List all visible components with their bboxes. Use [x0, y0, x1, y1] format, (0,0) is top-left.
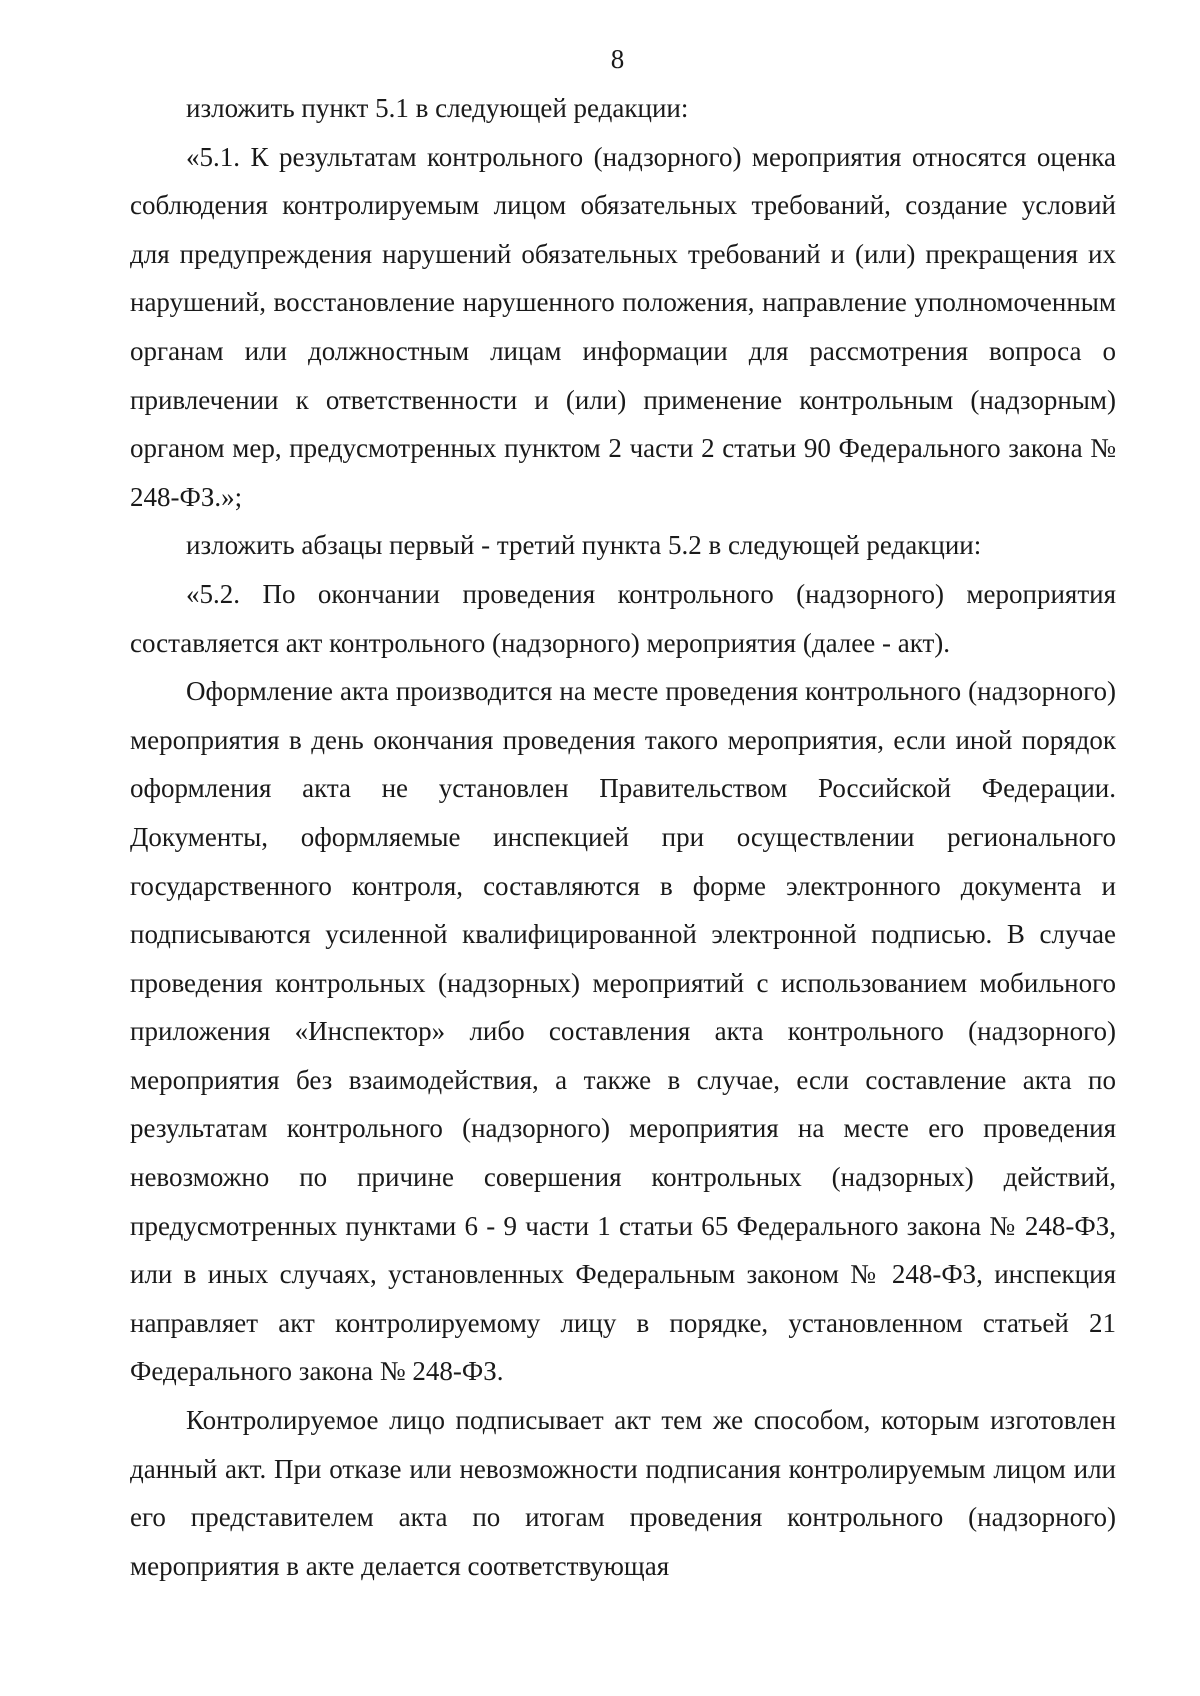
paragraph-instruction-5-2: изложить абзацы первый - третий пункта 5.2 в следующей редакции: — [186, 530, 982, 561]
page-number: 8 — [610, 44, 625, 74]
paragraph-clause-5-1: «5.1. К результатам контрольного (надзорного) мероприятия относятся оценка соблюдения контролируемым лицом обязательных требований, создание условий для предупреждения нарушений обязательных требований и (или) прекращения их нарушений, восстановление нарушенного положения, направление уполномоченным органам или должностным лицам информации для рассмотрения вопроса о привлечении к ответственности и (или) применение контрольным (надзорным) органом мер, предусмотренных пунктом 2 части 2 статьи 90 Федерального закона № 248-ФЗ.»; — [130, 141, 1116, 512]
paragraph-instruction-5-1: изложить пункт 5.1 в следующей редакции: — [186, 93, 689, 123]
document-body — [130, 84, 1116, 1590]
paragraph-clause-5-2: «5.2. По окончании проведения контрольного (надзорного) мероприятия составляется акт контрольного (надзорного) мероприятия (далее - акт). — [130, 578, 1116, 658]
paragraph-act-signing: Контролируемое лицо подписывает акт тем же способом, которым изготовлен данный акт. При отказе или невозможности подписания контролируемым лицом или его представителем акта по итогам проведения контрольного (надзорного) мероприятия в акте делается соответствующая — [130, 1405, 1116, 1581]
paragraph-act-preparation: Оформление акта производится на месте проведения контрольного (надзорного) мероприятия в день окончания проведения такого мероприятия, если иной порядок оформления акта не установлен Правительством Российской Федерации. Документы, оформляемые инспекцией при осуществлении регионального государственного контроля, составляются в форме электронного документа и подписываются усиленной квалифицированной электронной подписью. В случае проведения контрольных (надзорных) мероприятий с использованием мобильного приложения «Инспектор» либо составления акта контрольного (надзорного) мероприятия без взаимодействия, а также в случае, если составление акта по результатам контрольного (надзорного) мероприятия на месте его проведения невозможно по причине совершения контрольных (надзорных) действий, предусмотренных пунктами 6 - 9 части 1 статьи 65 Федерального закона № 248-ФЗ, или в иных случаях, установленных Федеральным законом № 248-ФЗ, инспекция направляет акт контролируемому лицу в порядке, установленном статьей 21 Федерального закона № 248-ФЗ. — [130, 676, 1116, 1387]
